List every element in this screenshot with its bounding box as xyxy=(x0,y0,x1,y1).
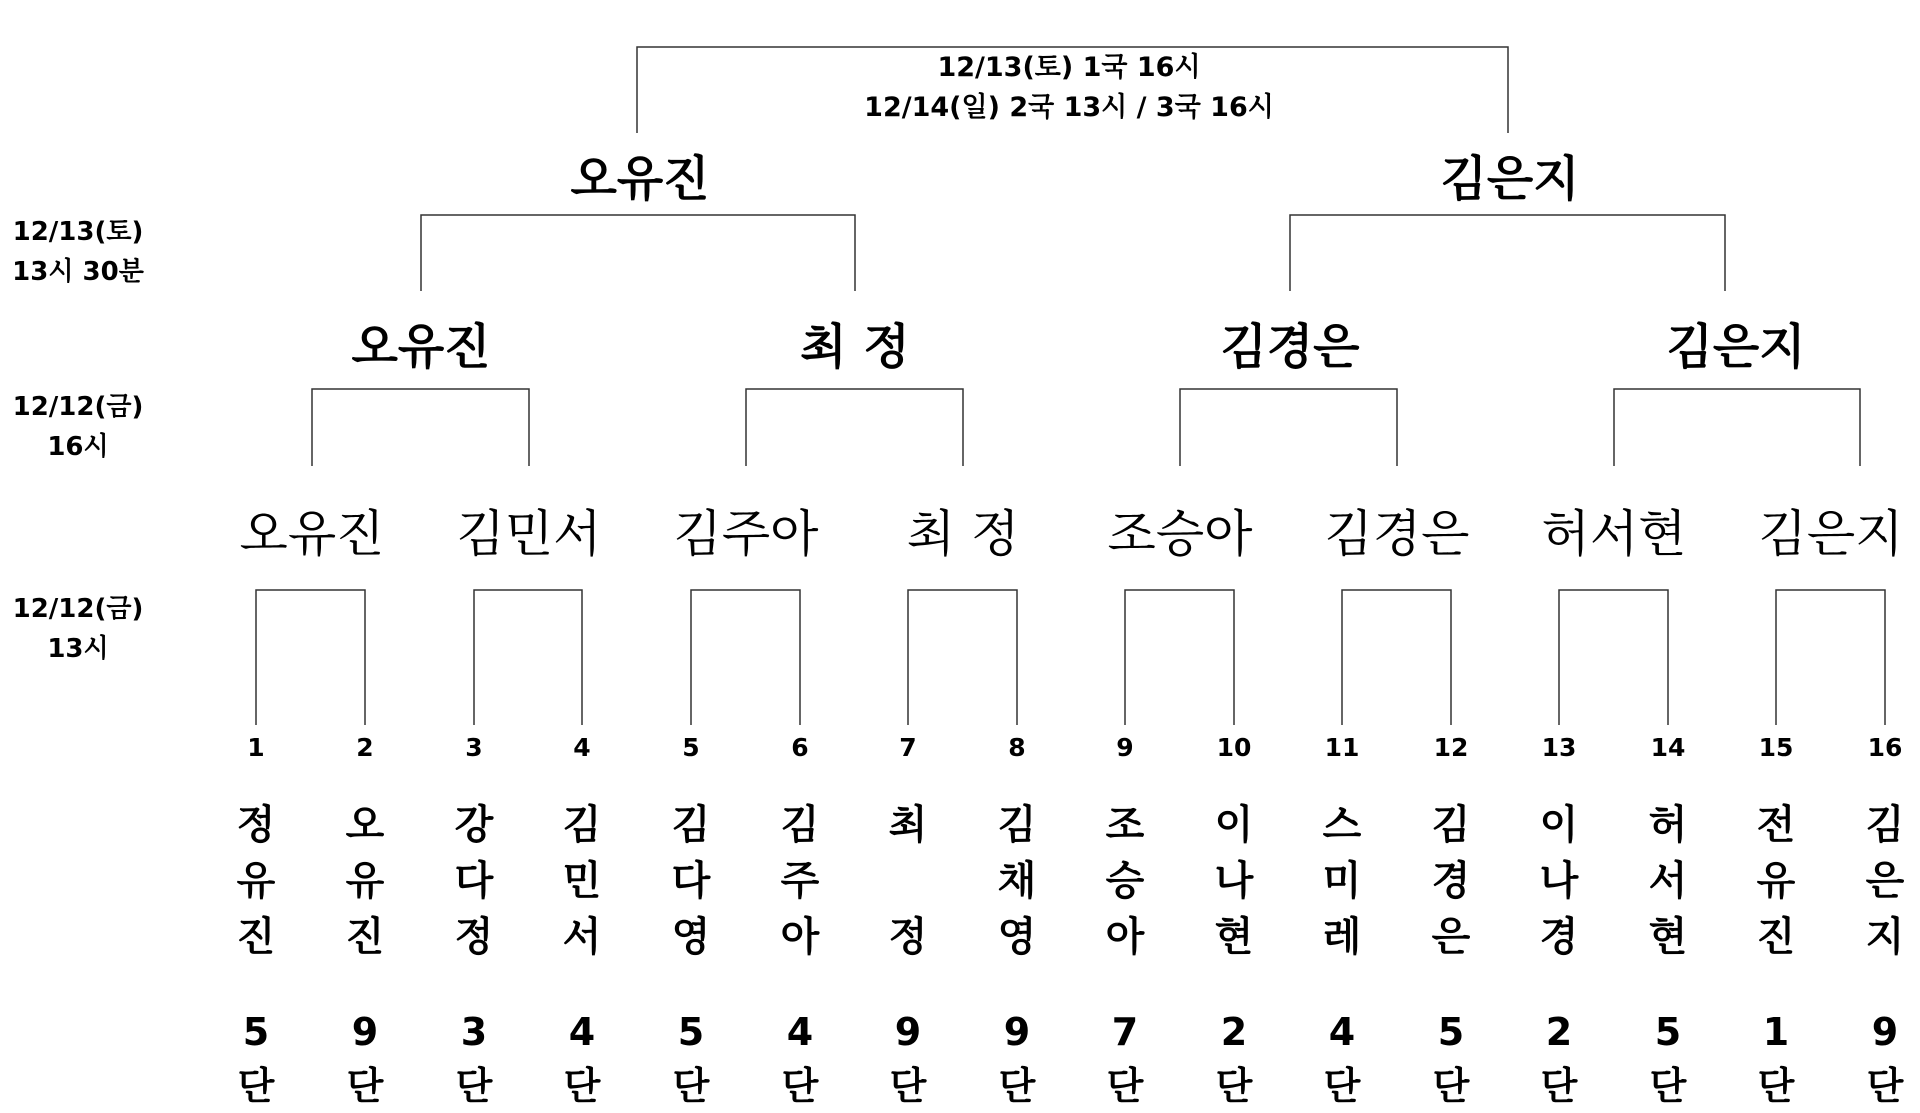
player-name-char: 승 xyxy=(1105,858,1145,904)
player-seed: 3 xyxy=(465,733,483,762)
bracket-connector xyxy=(421,215,855,291)
player-name-char: 김 xyxy=(780,802,820,848)
final-schedule-line-1: 12/13(토) 1국 16시 xyxy=(937,52,1201,83)
semifinal-time: 13시 30분 xyxy=(12,257,144,287)
player-name-char: 레 xyxy=(1322,914,1362,960)
player-name-char: 허 xyxy=(1648,802,1688,848)
player-name-char: 김 xyxy=(1865,802,1905,848)
player-name-char: 서 xyxy=(562,914,602,960)
round-of-16-time: 13시 xyxy=(47,634,109,664)
player-name xyxy=(1649,797,1688,965)
player-rank-part: 5 xyxy=(1437,1010,1465,1054)
bracket-connector xyxy=(908,590,1017,725)
player-rank xyxy=(1324,1005,1361,1113)
player-name xyxy=(346,797,385,965)
player-seed: 6 xyxy=(791,733,809,762)
player-seed: 16 xyxy=(1867,733,1903,762)
player-name-char: 지 xyxy=(1865,914,1905,960)
player-name-char: 현 xyxy=(1214,914,1254,960)
player-name-char: 진 xyxy=(345,914,385,960)
player-name-char: 채 xyxy=(997,858,1037,904)
bracket-connector xyxy=(746,389,963,466)
player-seed: 15 xyxy=(1758,733,1794,762)
player-rank-part: 9 xyxy=(351,1010,379,1054)
player-rank-part: 9 xyxy=(894,1010,922,1054)
player-name xyxy=(998,797,1037,965)
quarterfinal-time: 16시 xyxy=(47,432,109,462)
player-name xyxy=(1215,797,1254,965)
player-name-char: 미 xyxy=(1322,858,1362,904)
player-name-char: 다 xyxy=(454,858,494,904)
player-name xyxy=(1106,797,1145,965)
player-name-char: 진 xyxy=(236,914,276,960)
player-rank-part: 단 xyxy=(1866,1064,1904,1108)
quarterfinal-winner-3: 김주아 xyxy=(673,505,819,563)
player-name-char: 경 xyxy=(1539,914,1579,960)
player-rank xyxy=(1867,1005,1904,1113)
player-rank xyxy=(890,1005,927,1113)
player-seed: 14 xyxy=(1650,733,1686,762)
player-name-char: 정 xyxy=(236,802,276,848)
player-rank-part: 2 xyxy=(1220,1010,1248,1054)
player-name-char: 조 xyxy=(1105,802,1145,848)
player-name xyxy=(889,797,928,965)
player-name-char: 유 xyxy=(236,858,276,904)
player-rank xyxy=(673,1005,710,1113)
player-rank-part: 4 xyxy=(1328,1010,1356,1054)
player-name-char xyxy=(889,853,928,909)
player-rank xyxy=(347,1005,384,1113)
player-name xyxy=(237,797,276,965)
player-name-char: 영 xyxy=(671,914,711,960)
player-rank-part: 단 xyxy=(237,1064,275,1108)
player-name-char: 나 xyxy=(1539,858,1579,904)
quarterfinal-winner-1: 오유진 xyxy=(239,505,385,563)
bracket-connector xyxy=(1342,590,1451,725)
finalist-1: 오유진 xyxy=(570,151,710,207)
player-name-char: 유 xyxy=(1756,858,1796,904)
player-rank-part: 1 xyxy=(1762,1010,1790,1054)
player-rank-part: 단 xyxy=(455,1064,493,1108)
final-schedule xyxy=(864,48,1274,128)
player-rank-part: 9 xyxy=(1871,1010,1899,1054)
player-rank-part: 단 xyxy=(889,1064,927,1108)
player-rank xyxy=(1107,1005,1144,1113)
player-name-char: 김 xyxy=(997,802,1037,848)
round-of-16-schedule-label xyxy=(13,589,144,669)
player-rank-part: 5 xyxy=(1654,1010,1682,1054)
bracket-connector xyxy=(474,590,582,725)
player-rank xyxy=(782,1005,819,1113)
player-name-char: 경 xyxy=(1431,858,1471,904)
semifinal-winner-3: 김경은 xyxy=(1220,319,1360,375)
semifinal-winner-2: 최 정 xyxy=(800,319,910,375)
player-rank-part: 4 xyxy=(786,1010,814,1054)
player-name-char: 아 xyxy=(1105,914,1145,960)
player-name xyxy=(455,797,494,965)
round-of-16-date: 12/12(금) xyxy=(12,594,144,624)
player-name-char: 서 xyxy=(1648,858,1688,904)
semifinal-date: 12/13(토) xyxy=(12,217,144,247)
player-rank-part: 단 xyxy=(1649,1064,1687,1108)
player-rank-part: 단 xyxy=(1323,1064,1361,1108)
player-seed: 1 xyxy=(247,733,265,762)
player-seed: 12 xyxy=(1433,733,1469,762)
player-name-char: 정 xyxy=(888,914,928,960)
bracket-connector xyxy=(1559,590,1668,725)
quarterfinal-winner-8: 김은지 xyxy=(1758,505,1904,563)
player-rank-part: 단 xyxy=(1215,1064,1253,1108)
player-rank xyxy=(238,1005,275,1113)
player-name-char: 정 xyxy=(454,914,494,960)
player-rank-part: 단 xyxy=(1540,1064,1578,1108)
player-name-char: 이 xyxy=(1214,802,1254,848)
quarterfinal-winner-2: 김민서 xyxy=(456,505,602,563)
player-rank xyxy=(456,1005,493,1113)
player-name xyxy=(781,797,820,965)
player-seed: 5 xyxy=(682,733,700,762)
player-rank xyxy=(1541,1005,1578,1113)
player-seed: 11 xyxy=(1324,733,1360,762)
player-rank-part: 9 xyxy=(1003,1010,1031,1054)
player-name-char: 김 xyxy=(671,802,711,848)
player-rank-part: 단 xyxy=(672,1064,710,1108)
player-name-char: 유 xyxy=(345,858,385,904)
player-name-char: 오 xyxy=(345,802,385,848)
player-name-char: 영 xyxy=(997,914,1037,960)
player-name xyxy=(1540,797,1579,965)
player-rank xyxy=(999,1005,1036,1113)
player-name xyxy=(1757,797,1796,965)
player-name-char: 진 xyxy=(1756,914,1796,960)
semifinal-schedule-label xyxy=(12,212,144,292)
player-name-char: 김 xyxy=(1431,802,1471,848)
player-rank-part: 단 xyxy=(1106,1064,1144,1108)
player-rank-part: 단 xyxy=(1757,1064,1795,1108)
bracket-connector xyxy=(691,590,800,725)
bracket-connector xyxy=(312,389,529,466)
player-name xyxy=(1866,797,1905,965)
player-name-char: 전 xyxy=(1756,802,1796,848)
player-rank xyxy=(564,1005,601,1113)
player-name-char: 다 xyxy=(671,858,711,904)
bracket-connector xyxy=(1290,215,1725,291)
player-name-char: 은 xyxy=(1431,914,1471,960)
player-name-char: 스 xyxy=(1322,802,1362,848)
player-rank xyxy=(1758,1005,1795,1113)
bracket-connector xyxy=(1614,389,1860,466)
player-seed: 4 xyxy=(573,733,591,762)
player-seed: 10 xyxy=(1216,733,1252,762)
final-schedule-line-2: 12/14(일) 2국 13시 / 3국 16시 xyxy=(864,92,1274,123)
quarterfinal-winner-7: 허서현 xyxy=(1541,505,1687,563)
player-name xyxy=(1323,797,1362,965)
semifinal-winner-1: 오유진 xyxy=(351,319,491,375)
player-name xyxy=(1432,797,1471,965)
player-name-char: 이 xyxy=(1539,802,1579,848)
player-seed: 2 xyxy=(356,733,374,762)
player-rank-part: 3 xyxy=(460,1010,488,1054)
player-rank-part: 5 xyxy=(242,1010,270,1054)
player-name-char: 나 xyxy=(1214,858,1254,904)
player-name xyxy=(672,797,711,965)
player-name-char: 현 xyxy=(1648,914,1688,960)
bracket-connector xyxy=(1125,590,1234,725)
player-seed: 13 xyxy=(1541,733,1577,762)
player-seed: 8 xyxy=(1008,733,1026,762)
player-name-char: 은 xyxy=(1865,858,1905,904)
bracket-connector xyxy=(1180,389,1397,466)
player-name-char: 주 xyxy=(780,858,820,904)
bracket-connector xyxy=(1776,590,1885,725)
player-rank-part: 5 xyxy=(677,1010,705,1054)
player-rank-part: 단 xyxy=(563,1064,601,1108)
finalist-2: 김은지 xyxy=(1440,151,1580,207)
player-name xyxy=(563,797,602,965)
player-rank-part: 단 xyxy=(346,1064,384,1108)
player-name-char: 김 xyxy=(562,802,602,848)
player-rank-part: 단 xyxy=(1432,1064,1470,1108)
player-rank-part: 2 xyxy=(1545,1010,1573,1054)
player-rank-part: 7 xyxy=(1111,1010,1139,1054)
quarterfinal-date: 12/12(금) xyxy=(12,392,144,422)
player-rank-part: 단 xyxy=(998,1064,1036,1108)
quarterfinal-schedule-label xyxy=(13,387,144,467)
bracket-connector xyxy=(256,590,365,725)
player-rank xyxy=(1650,1005,1687,1113)
player-rank-part: 단 xyxy=(781,1064,819,1108)
quarterfinal-winner-4: 최 정 xyxy=(906,505,1020,563)
player-rank xyxy=(1216,1005,1253,1113)
quarterfinal-winner-6: 김경은 xyxy=(1324,505,1470,563)
player-rank xyxy=(1433,1005,1470,1113)
semifinal-winner-4: 김은지 xyxy=(1666,319,1806,375)
quarterfinal-winner-5: 조승아 xyxy=(1107,505,1253,563)
player-rank-part: 4 xyxy=(568,1010,596,1054)
player-seed: 9 xyxy=(1116,733,1134,762)
player-name-char: 아 xyxy=(780,914,820,960)
player-seed: 7 xyxy=(899,733,917,762)
player-name-char: 강 xyxy=(454,802,494,848)
player-name-char: 최 xyxy=(888,802,928,848)
player-name-char: 민 xyxy=(562,858,602,904)
